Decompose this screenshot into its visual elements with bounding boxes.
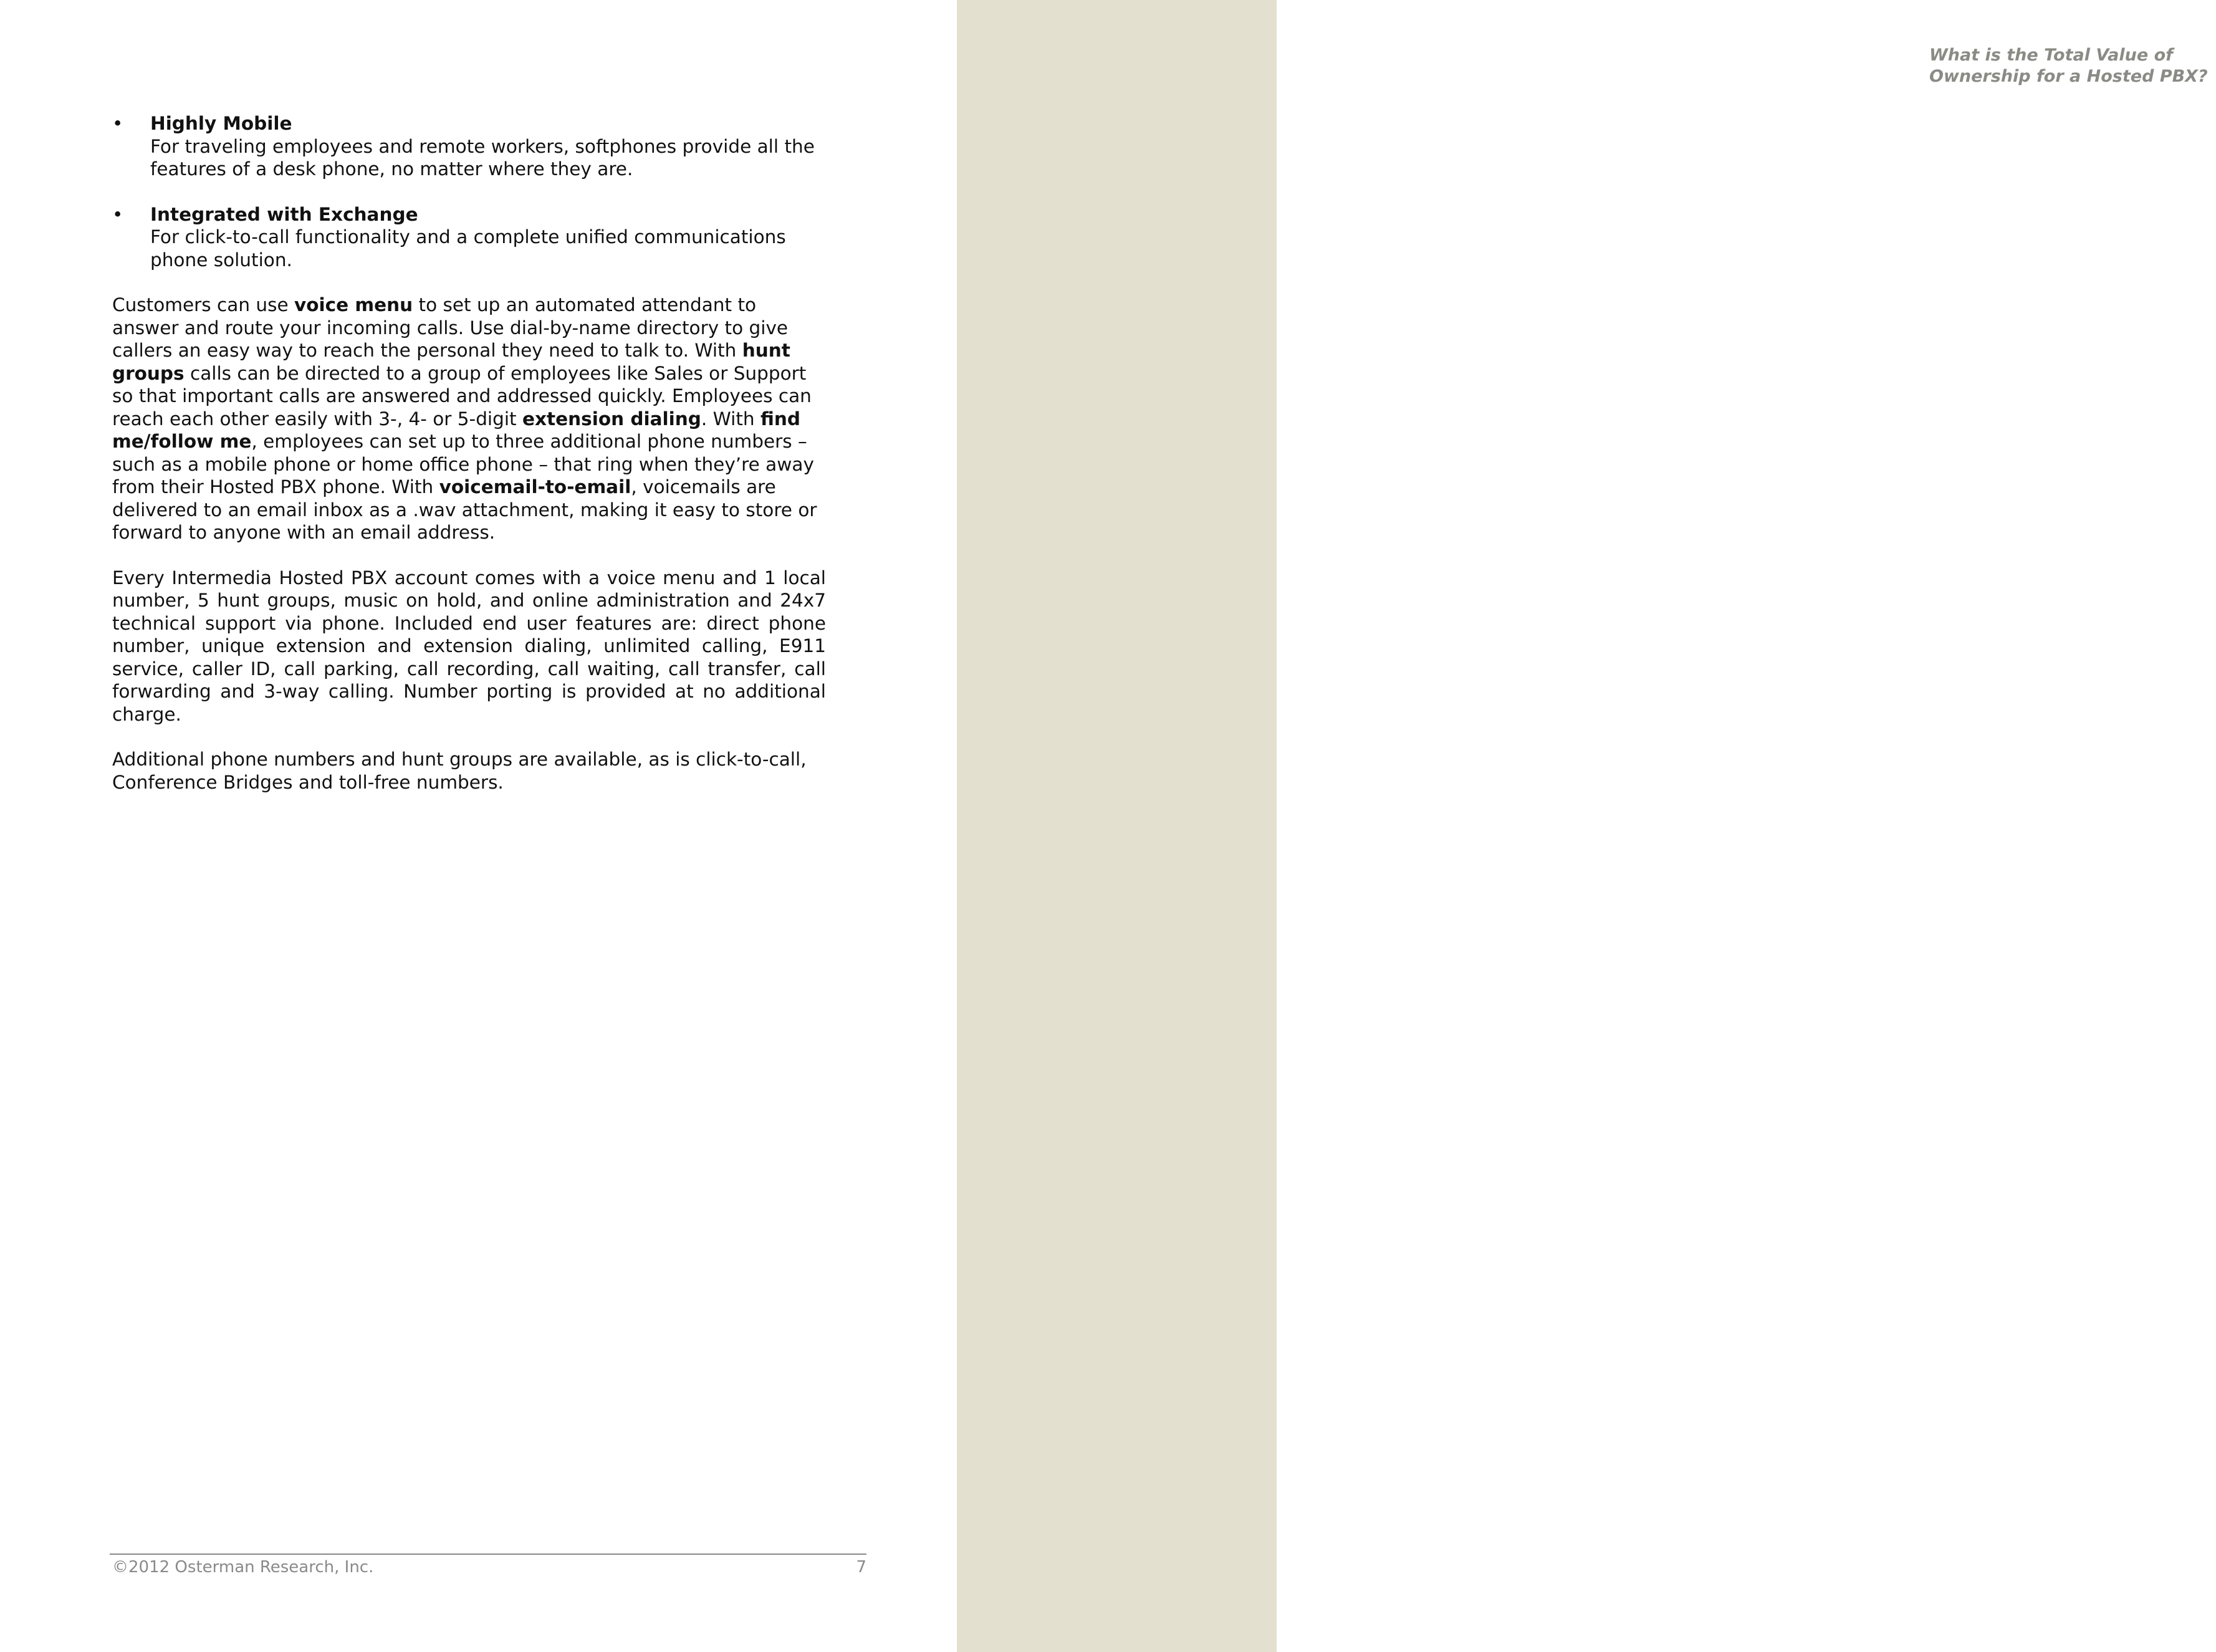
- sidebar-panel: [957, 0, 2208, 1652]
- bullet-title: Highly Mobile: [150, 113, 292, 134]
- term-voice-menu: voice menu: [294, 294, 413, 315]
- bullet-text: For click-to-call functionality and a complete unified communications phone solution.: [150, 226, 786, 271]
- features-text-2: to set up an automated attendant to answer and route your incoming calls. Use dial-by-name directory to give callers an easy way to reach the personal they need to talk to. With: [112, 294, 789, 361]
- term-extension-dialing: extension dialing: [522, 408, 701, 430]
- features-text-4: . With: [701, 408, 760, 430]
- features-text-3: calls can be directed to a group of employees like Sales or Support so that important calls are answered and addressed quickly. Employees can reach each other easily with 3-, 4- or 5-digit: [112, 362, 812, 430]
- footer-copyright: ©2012 Osterman Research, Inc.: [112, 1558, 374, 1577]
- footer-divider: [110, 1554, 866, 1555]
- features-text-6: , voicemails are delivered to an email inbox as a .wav attachment, making it easy to store or forward to anyone with an email address.: [112, 476, 817, 543]
- page-number: 7: [856, 1558, 866, 1577]
- additional-paragraph: Additional phone numbers and hunt groups are available, as is click-to-call, Conference Bridges and toll-free numbers.: [112, 749, 807, 793]
- term-hunt-groups: hunt groups: [112, 340, 790, 384]
- bullet-marker: •: [112, 203, 123, 225]
- running-title-line2: Ownership for a Hosted PBX?: [1929, 67, 2208, 86]
- bullet-text: For traveling employees and remote workers, softphones provide all the features of a desk phone, no matter where they are.: [150, 135, 815, 180]
- bullet-title: Integrated with Exchange: [150, 203, 418, 225]
- running-title: [1929, 45, 2216, 87]
- features-text-5: , employees can set up to three additional phone numbers – such as a mobile phone or home office phone – that ring when they’re away from their Hosted PBX phone. With: [112, 431, 814, 497]
- bullet-item-highly-mobile: [112, 112, 826, 181]
- account-paragraph: Every Intermedia Hosted PBX account comes with a voice menu and 1 local number, 5 hunt groups, music on hold, and online administration and 24x7 technical support via phone. Included end user features are: direct phone number, unique extension and extension dialing, unlimited calling, E911 service, caller ID, call parking, call recording, call waiting, call transfer, call forwarding and 3-way calling. Number porting is provided at no additional charge.: [112, 567, 826, 725]
- features-paragraph: [112, 294, 826, 544]
- term-find-me-follow-me: find me/follow me: [112, 408, 800, 452]
- term-voicemail-to-email: voicemail-to-email: [439, 476, 631, 497]
- running-title-line1: What is the Total Value of: [1929, 46, 2173, 65]
- main-content: [112, 112, 826, 816]
- bullet-marker: •: [112, 113, 123, 134]
- features-text-1: Customers can use: [112, 294, 295, 315]
- bullet-item-integrated-exchange: [112, 203, 826, 272]
